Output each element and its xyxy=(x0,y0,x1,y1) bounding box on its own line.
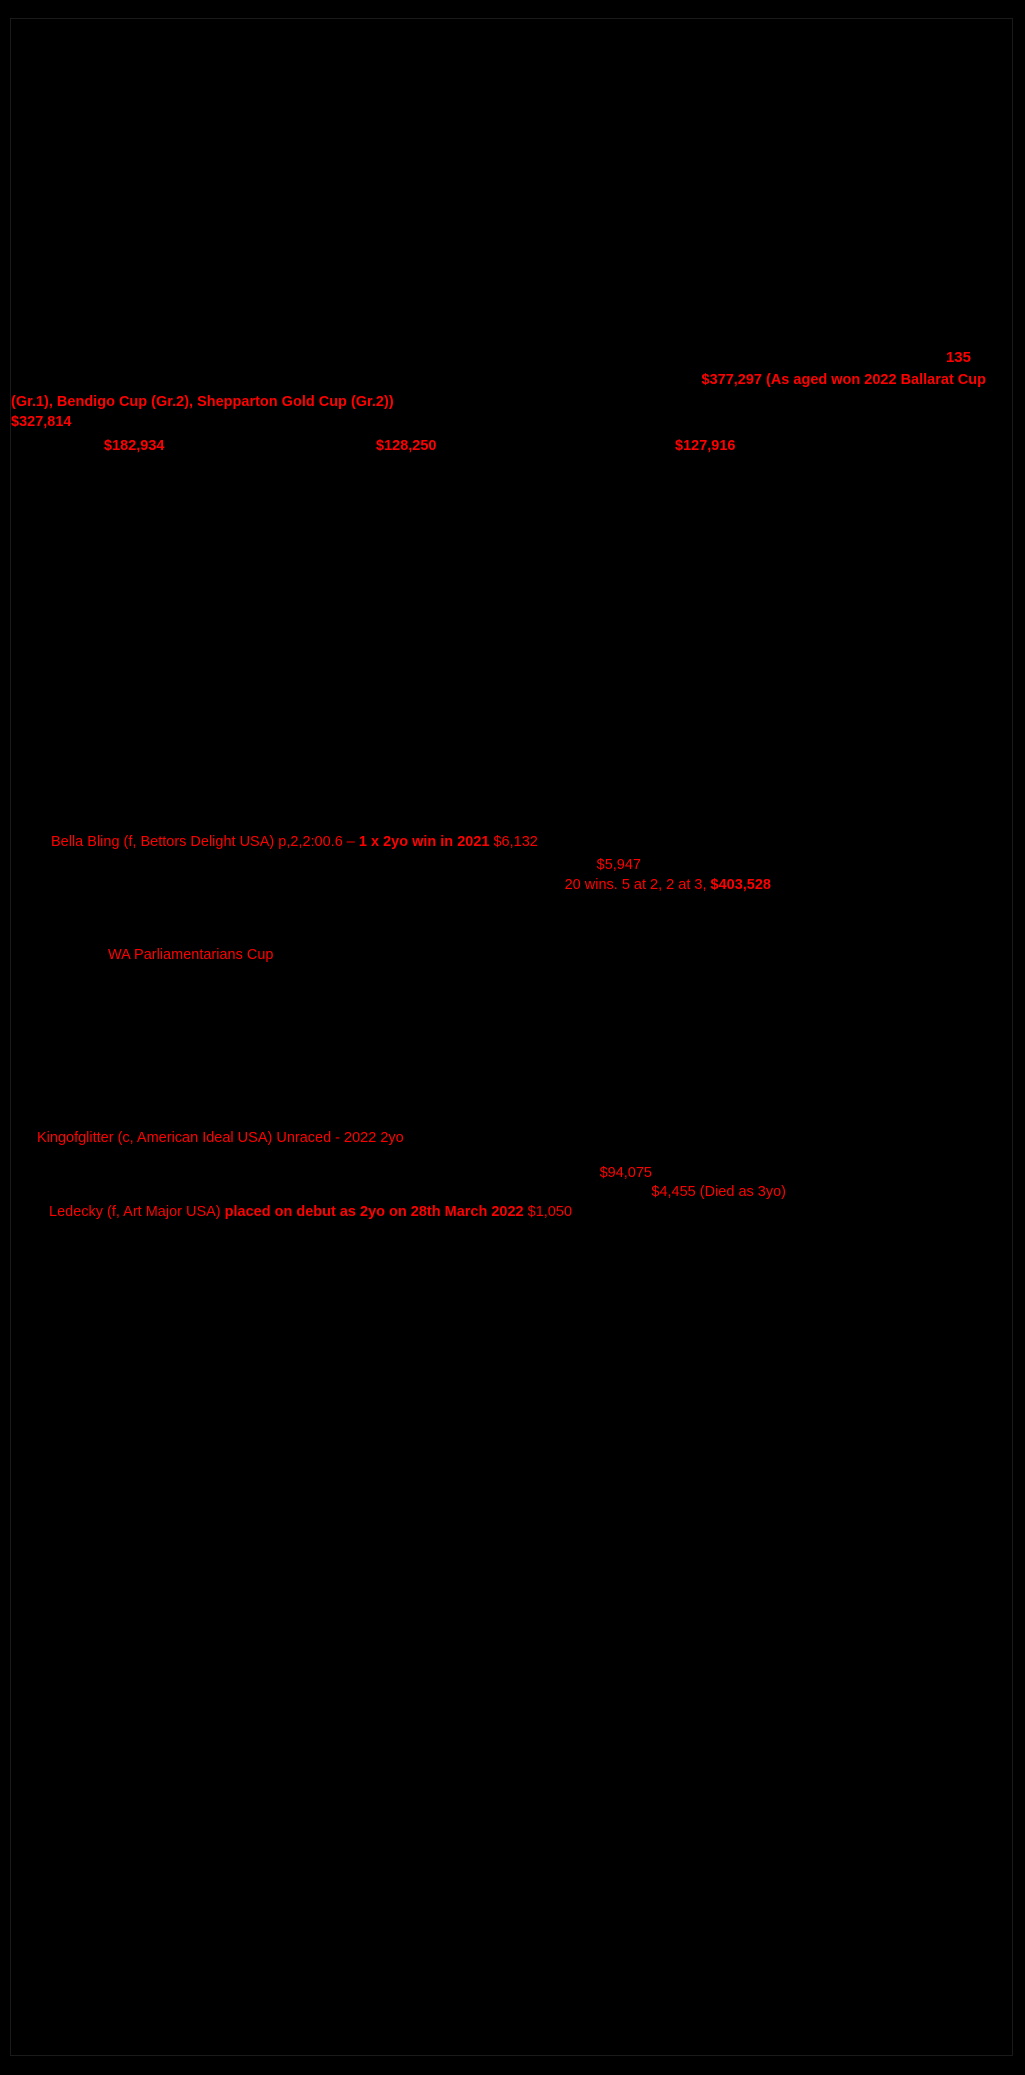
wins-summary xyxy=(11,877,771,894)
ledecky-entry xyxy=(49,1204,572,1221)
aged-earnings-line: $377,297 (As aged won 2022 Ballarat Cup xyxy=(701,372,986,388)
amount-5947: $5,947 xyxy=(596,857,641,873)
aged-earnings-continuation xyxy=(11,393,986,412)
kingofglitter-entry: Kingofglitter (c, American Ideal USA) Unraced - 2022 2yo xyxy=(37,1130,404,1146)
amount-128250: $128,250 xyxy=(376,438,437,454)
bella-bling-highlight: 1 x 2yo win in 2021 xyxy=(358,834,490,850)
bella-bling-entry xyxy=(51,834,538,851)
count-135: 135 xyxy=(945,349,971,366)
amount-327814: $327,814 xyxy=(11,414,72,430)
bella-bling-amount: $6,132 xyxy=(489,834,538,850)
bella-bling-name: Bella Bling (f, Bettors Delight USA) p,2,2:00.6 – xyxy=(51,834,359,850)
wins-summary-total: $403,528 xyxy=(710,877,771,893)
ledecky-amount: $1,050 xyxy=(523,1204,573,1220)
amount-182934: $182,934 xyxy=(104,438,165,454)
amount-94075: $94,075 xyxy=(599,1165,652,1181)
ledecky-name: Ledecky (f, Art Major USA) xyxy=(49,1204,225,1220)
wa-parliamentarians-cup: WA Parliamentarians Cup xyxy=(108,947,274,963)
aged-earnings-continuation-text: (Gr.1), Bendigo Cup (Gr.2), Shepparton Gold Cup (Gr.2)) xyxy=(11,394,394,410)
ledecky-highlight: placed on debut as 2yo on 28th March 2022 xyxy=(224,1204,524,1220)
amount-4455: $4,455 (Died as 3yo) xyxy=(651,1184,786,1200)
amount-127916: $127,916 xyxy=(675,438,736,454)
wins-summary-plain: 20 wins. 5 at 2, 2 at 3, xyxy=(564,877,711,893)
document-page xyxy=(10,18,1013,2056)
